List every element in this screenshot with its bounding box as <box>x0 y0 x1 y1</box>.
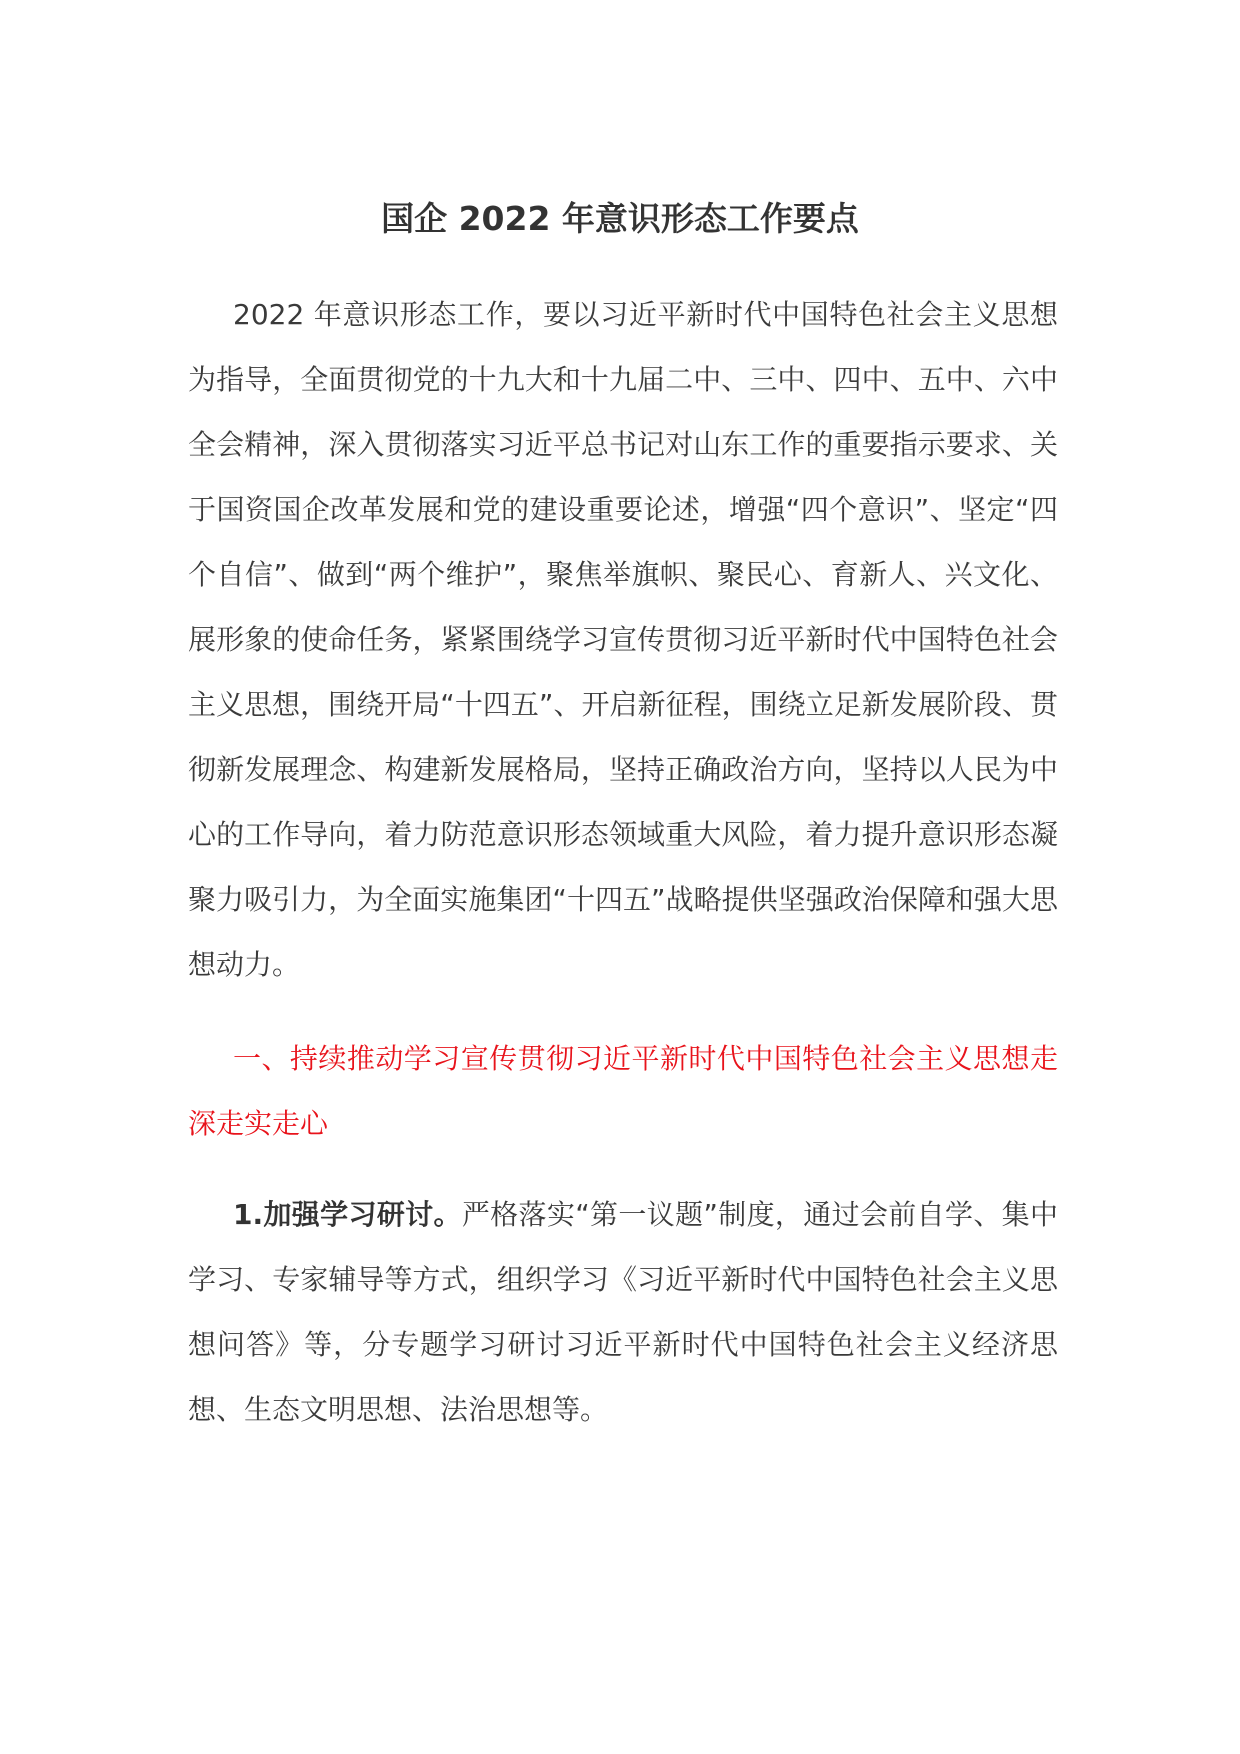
section-1-heading: 一、持续推动学习宣传贯彻习近平新时代中国特色社会主义思想走深走实走心 <box>188 1042 1058 1140</box>
item-1-paragraph <box>188 1182 1058 1442</box>
item-1-text: 严格落实“第一议题”制度，通过会前自学、集中学习、专家辅导等方式，组织学习《习近平新时代中国特色社会主义思想问答》等，分专题学习研讨习近平新时代中国特色社会主义经济思想、生态文明思想、法治思想等。 <box>188 1198 1058 1426</box>
document-title: 国企 2022 年意识形态工作要点 <box>381 199 859 238</box>
item-1-title: 1.加强学习研讨。 <box>233 1198 462 1231</box>
intro-paragraph: 2022 年意识形态工作，要以习近平新时代中国特色社会主义思想为指导，全面贯彻党的十九大和十九届二中、三中、四中、五中、六中全会精神，深入贯彻落实习近平总书记对山东工作的重要指示要求、关于国资国企改革发展和党的建设重要论述，增强“四个意识”、坚定“四个自信”、做到“两个维护”，聚焦举旗帜、聚民心、育新人、兴文化、展形象的使命任务，紧紧围绕学习宣传贯彻习近平新时代中国特色社会主义思想，围绕开局“十四五”、开启新征程，围绕立足新发展阶段、贯彻新发展理念、构建新发展格局，坚持正确政治方向，坚持以人民为中心的工作导向，着力防范意识形态领域重大风险，着力提升意识形态凝聚力吸引力，为全面实施集团“十四五”战略提供坚强政治保障和强大思想动力。 <box>188 298 1058 981</box>
